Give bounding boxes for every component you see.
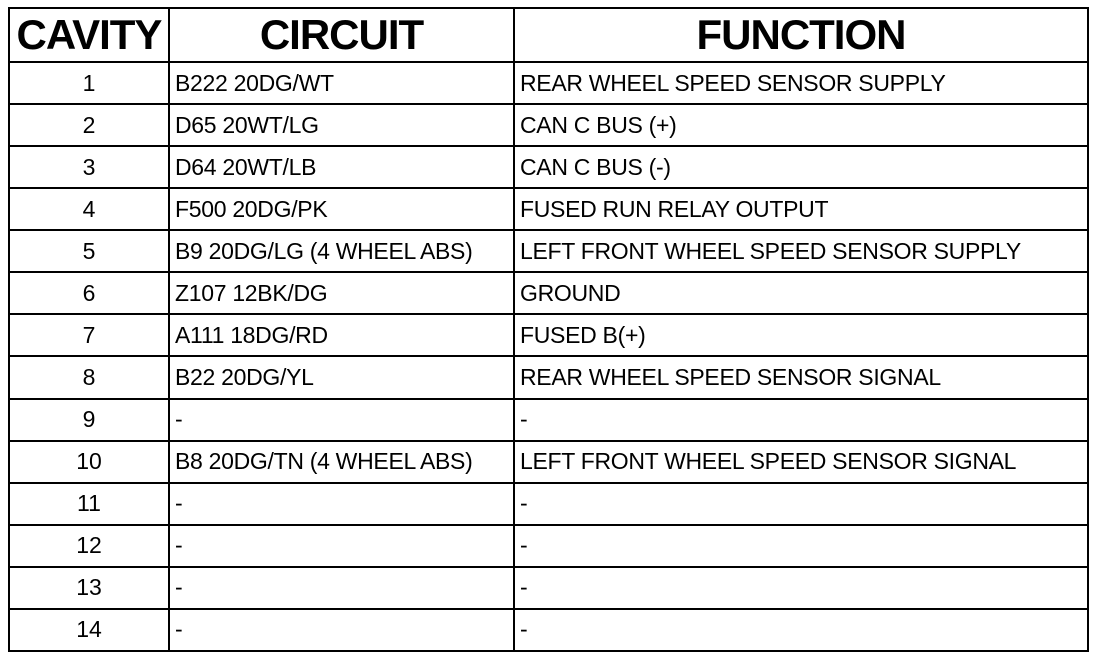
circuit-cell: - (169, 399, 514, 441)
function-cell: - (514, 567, 1088, 609)
cavity-cell: 9 (9, 399, 169, 441)
cavity-cell: 5 (9, 230, 169, 272)
table-row (9, 441, 1088, 483)
cavity-cell: 4 (9, 188, 169, 230)
cavity-cell: 3 (9, 146, 169, 188)
function-cell: FUSED RUN RELAY OUTPUT (514, 188, 1088, 230)
cavity-cell: 11 (9, 483, 169, 525)
circuit-cell: - (169, 483, 514, 525)
cavity-cell: 13 (9, 567, 169, 609)
cavity-cell: 2 (9, 104, 169, 146)
function-cell: - (514, 609, 1088, 651)
table-row (9, 62, 1088, 104)
function-cell: CAN C BUS (-) (514, 146, 1088, 188)
table-row (9, 272, 1088, 314)
circuit-cell: A111 18DG/RD (169, 314, 514, 356)
table-row (9, 567, 1088, 609)
cavity-cell: 1 (9, 62, 169, 104)
table-row (9, 609, 1088, 651)
function-cell: REAR WHEEL SPEED SENSOR SUPPLY (514, 62, 1088, 104)
function-cell: REAR WHEEL SPEED SENSOR SIGNAL (514, 356, 1088, 398)
function-cell: CAN C BUS (+) (514, 104, 1088, 146)
circuit-cell: - (169, 525, 514, 567)
circuit-cell: B8 20DG/TN (4 WHEEL ABS) (169, 441, 514, 483)
function-column-header: FUNCTION (514, 8, 1088, 62)
cavity-column-header: CAVITY (9, 8, 169, 62)
connector-pinout-sheet (8, 7, 1087, 652)
circuit-cell: D64 20WT/LB (169, 146, 514, 188)
cavity-cell: 8 (9, 356, 169, 398)
circuit-cell: B222 20DG/WT (169, 62, 514, 104)
function-cell: GROUND (514, 272, 1088, 314)
table-row (9, 230, 1088, 272)
cavity-cell: 7 (9, 314, 169, 356)
circuit-cell: - (169, 567, 514, 609)
table-row (9, 356, 1088, 398)
table-row (9, 525, 1088, 567)
circuit-cell: Z107 12BK/DG (169, 272, 514, 314)
header-row (9, 8, 1088, 62)
connector-pinout-table (8, 7, 1089, 652)
cavity-cell: 14 (9, 609, 169, 651)
cavity-cell: 6 (9, 272, 169, 314)
circuit-cell: B22 20DG/YL (169, 356, 514, 398)
table-row (9, 104, 1088, 146)
circuit-column-header: CIRCUIT (169, 8, 514, 62)
function-cell: - (514, 525, 1088, 567)
function-cell: FUSED B(+) (514, 314, 1088, 356)
circuit-cell: D65 20WT/LG (169, 104, 514, 146)
function-cell: - (514, 483, 1088, 525)
circuit-cell: - (169, 609, 514, 651)
circuit-cell: F500 20DG/PK (169, 188, 514, 230)
cavity-cell: 10 (9, 441, 169, 483)
circuit-cell: B9 20DG/LG (4 WHEEL ABS) (169, 230, 514, 272)
table-row (9, 188, 1088, 230)
table-row (9, 399, 1088, 441)
table-row (9, 146, 1088, 188)
function-cell: LEFT FRONT WHEEL SPEED SENSOR SIGNAL (514, 441, 1088, 483)
function-cell: - (514, 399, 1088, 441)
function-cell: LEFT FRONT WHEEL SPEED SENSOR SUPPLY (514, 230, 1088, 272)
table-row (9, 314, 1088, 356)
table-row (9, 483, 1088, 525)
cavity-cell: 12 (9, 525, 169, 567)
